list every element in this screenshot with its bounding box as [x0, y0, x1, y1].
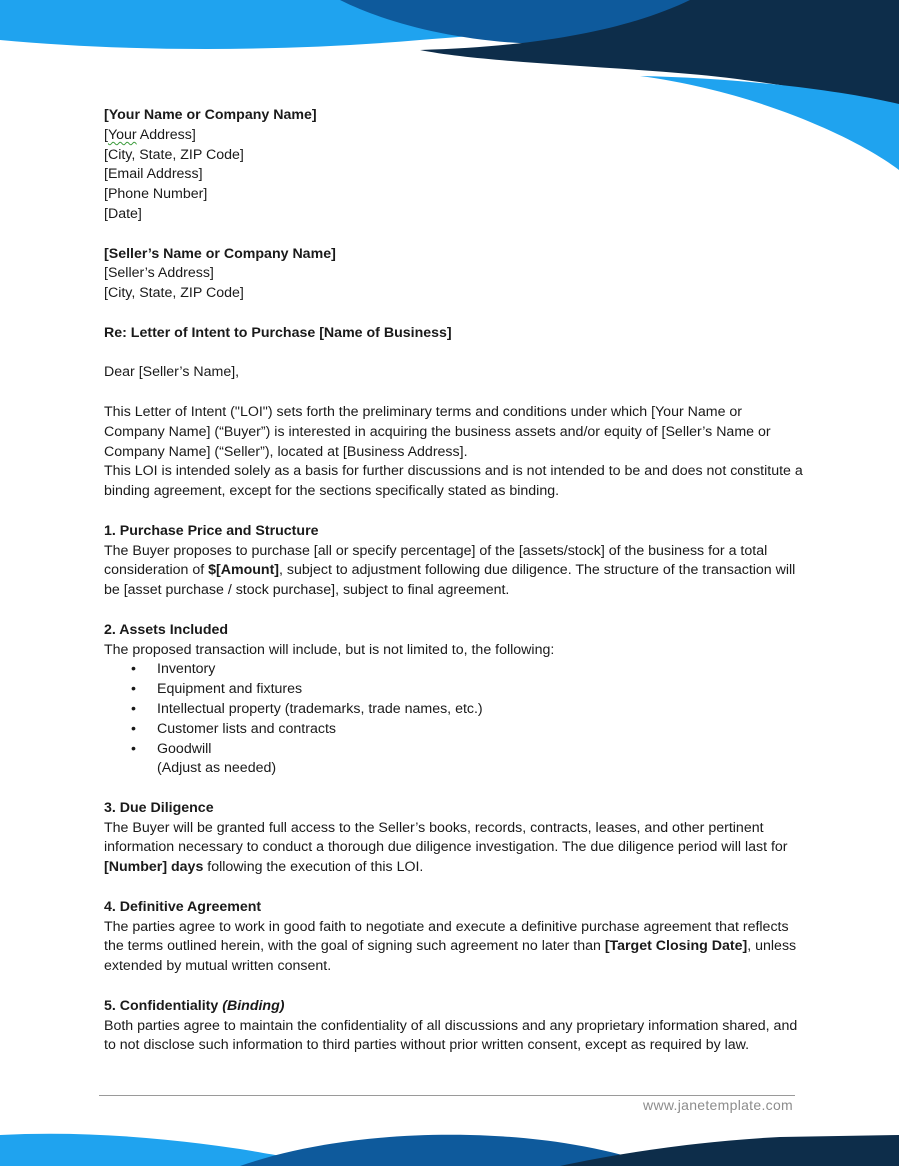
section-4-heading: 4. Definitive Agreement	[104, 898, 262, 915]
section-5-heading: 5. Confidentiality (Binding)	[104, 997, 285, 1014]
assets-list	[104, 660, 804, 759]
footer-wave-decoration	[0, 1125, 899, 1166]
section-3-heading: 3. Due Diligence	[104, 799, 214, 816]
recipient-city: [City, State, ZIP Code]	[104, 285, 244, 302]
list-item: • Inventory	[104, 660, 804, 680]
list-item: • Customer lists and contracts	[104, 720, 804, 740]
footer-divider	[99, 1095, 795, 1096]
section-2-heading: 2. Assets Included	[104, 621, 229, 638]
sender-city: [City, State, ZIP Code]	[104, 146, 244, 163]
sender-address: [Your Address]	[104, 126, 196, 143]
list-item: • Goodwill	[104, 740, 804, 760]
sender-date: [Date]	[104, 205, 142, 222]
recipient-address: [Seller’s Address]	[104, 265, 214, 282]
section-4-text: The parties agree to work in good faith to negotiate and execute a definitive purchase agreement that reflects the terms outlined herein, with the goal of signing such agreement no later than [Target Closing Date], unless extended by mutual written consent.	[104, 918, 797, 975]
letter-body	[104, 106, 804, 1056]
footer-website: www.janetemplate.com	[643, 1097, 793, 1113]
sender-email: [Email Address]	[104, 166, 203, 183]
intro-paragraph-2: This LOI is intended solely as a basis for further discussions and is not intended to be and does not constitute a binding agreement, except for the sections specifically stated as binding.	[104, 463, 803, 500]
section-1-heading: 1. Purchase Price and Structure	[104, 522, 319, 539]
sender-phone: [Phone Number]	[104, 186, 208, 203]
section-2-text: The proposed transaction will include, but is not limited to, the following:	[104, 641, 555, 658]
section-3-text: The Buyer will be granted full access to the Seller’s books, records, contracts, leases, and other pertinent information necessary to conduct a thorough due diligence investigation. The due diligence period will last for [Number] days following the execution of this LOI.	[104, 819, 788, 876]
sender-name: [Your Name or Company Name]	[104, 107, 317, 123]
section-5-text: Both parties agree to maintain the confidentiality of all discussions and any proprietary information shared, and to not disclose such information to third parties without prior written consent, except as required by law.	[104, 1017, 798, 1054]
spellcheck-word: Your	[107, 126, 137, 143]
intro-paragraph-1: This Letter of Intent ("LOI") sets forth the preliminary terms and conditions under which [Your Name or Company Name] (“Buyer”) is interested in acquiring the business assets and/or equity of [Seller’s Name or Company Name] (“Seller”), located at [Business Address].	[104, 403, 771, 460]
binding-label: (Binding)	[222, 997, 285, 1014]
subject-line: Re: Letter of Intent to Purchase [Name of Business]	[104, 324, 452, 341]
list-item: • Equipment and fixtures	[104, 680, 804, 700]
recipient-name: [Seller’s Name or Company Name]	[104, 245, 336, 262]
salutation: Dear [Seller’s Name],	[104, 364, 240, 381]
footer-wave-dark	[560, 1135, 899, 1166]
section-2-note: (Adjust as needed)	[157, 760, 277, 777]
section-1-text: The Buyer proposes to purchase [all or specify percentage] of the [assets/stock] of the business for a total consideration of $[Amount], subject to adjustment following due diligence. The structure of the transaction will be [asset purchase / stock purchase], subject to final agreement.	[104, 542, 796, 599]
list-item: • Intellectual property (trademarks, trade names, etc.)	[104, 700, 804, 720]
